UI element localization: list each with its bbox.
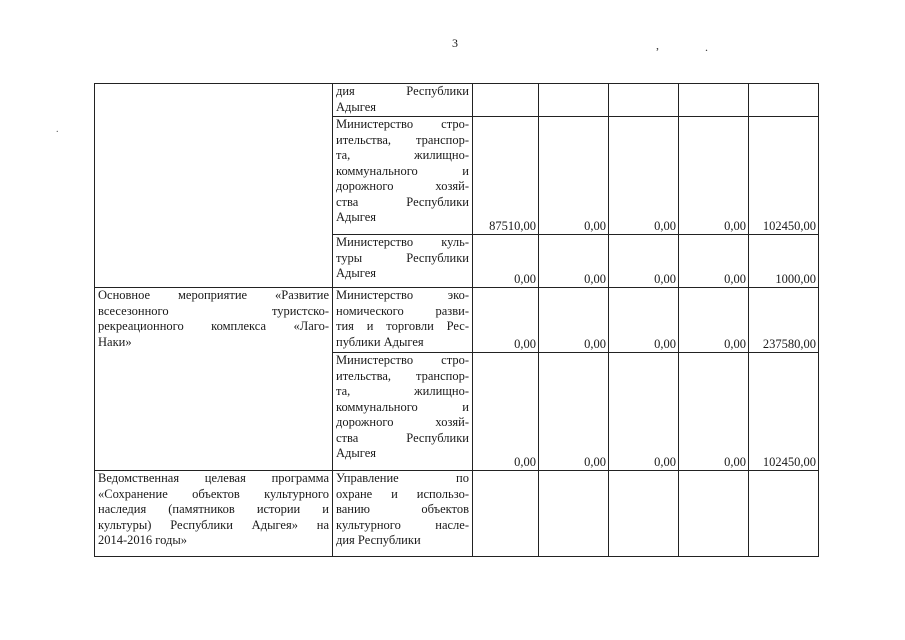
measure-text-line: Наки»	[98, 334, 132, 349]
agency-text-line: Министерство стро-	[336, 117, 469, 131]
agency-text-line: Министерство стро-	[336, 353, 469, 367]
amount-cell	[609, 84, 679, 117]
amount-cell	[749, 471, 819, 557]
measure-text-line: всесезонного туристско-	[98, 303, 329, 318]
agency-text-line: та, жилищно-	[336, 384, 469, 398]
amount-cell: 0,00	[609, 288, 679, 353]
amount-cell: 0,00	[539, 288, 609, 353]
agency-text-line: Адыгея	[336, 99, 377, 114]
measure-text-line: рекреационного комплекса «Лаго-	[98, 319, 329, 333]
agency-text-line: ительства, транспор-	[336, 368, 469, 383]
agency-text-line: дорожного хозяй-	[336, 415, 469, 429]
agency-cell	[333, 117, 473, 235]
amount-cell: 102450,00	[749, 117, 819, 235]
amount-cell: 102450,00	[749, 353, 819, 471]
agency-cell	[333, 471, 473, 557]
amount-cell: 0,00	[679, 353, 749, 471]
amount-cell: 0,00	[679, 117, 749, 235]
page-number: 3	[452, 36, 458, 50]
amount-cell: 0,00	[609, 353, 679, 471]
measure-text-line: Основное мероприятие «Развитие	[98, 288, 329, 302]
measure-cell	[95, 471, 333, 557]
agency-text-line: Министерство эко-	[336, 288, 469, 302]
agency-text-line: культурного насле-	[336, 517, 469, 532]
measure-text-line: наследия (памятников истории и	[98, 502, 329, 516]
amount-cell	[539, 471, 609, 557]
amount-cell	[749, 84, 819, 117]
agency-text-line: ванию объектов	[336, 502, 469, 516]
amount-cell: 237580,00	[749, 288, 819, 353]
table-row	[95, 288, 819, 353]
agency-text-line: дия Республики	[336, 84, 469, 98]
budget-table	[94, 83, 819, 557]
amount-cell	[539, 84, 609, 117]
scan-speck: .	[705, 40, 708, 54]
agency-text-line: Министерство куль-	[336, 235, 469, 249]
agency-cell	[333, 288, 473, 353]
agency-cell	[333, 353, 473, 471]
amount-cell: 0,00	[679, 288, 749, 353]
amount-cell: 0,00	[679, 235, 749, 288]
agency-text-line: Управление по	[336, 471, 469, 485]
amount-cell: 0,00	[539, 235, 609, 288]
agency-text-line: публики Адыгея	[336, 334, 424, 349]
agency-text-line: туры Республики	[336, 250, 469, 265]
amount-cell	[609, 471, 679, 557]
measure-cell	[95, 84, 333, 288]
agency-text-line: ительства, транспор-	[336, 132, 469, 147]
agency-text-line: ства Республики	[336, 430, 469, 445]
amount-cell: 0,00	[609, 117, 679, 235]
agency-text-line: коммунального и	[336, 399, 469, 414]
agency-text-line: Адыгея	[336, 266, 377, 280]
table-row	[95, 84, 819, 117]
measure-text-line: Ведомственная целевая программа	[98, 471, 329, 485]
agency-text-line: коммунального и	[336, 163, 469, 178]
margin-mark: .	[56, 124, 59, 135]
amount-cell: 0,00	[473, 288, 539, 353]
amount-cell: 87510,00	[473, 117, 539, 235]
amount-cell: 0,00	[473, 353, 539, 471]
amount-cell: 0,00	[539, 353, 609, 471]
amount-cell: 0,00	[539, 117, 609, 235]
agency-text-line: дорожного хозяй-	[336, 179, 469, 193]
agency-text-line: та, жилищно-	[336, 148, 469, 162]
amount-cell	[473, 84, 539, 117]
agency-text-line: тия и торговли Рес-	[336, 319, 469, 333]
amount-cell	[679, 471, 749, 557]
agency-text-line: Адыгея	[336, 446, 377, 460]
amount-cell: 1000,00	[749, 235, 819, 288]
table-row	[95, 471, 819, 557]
amount-cell: 0,00	[473, 235, 539, 288]
amount-cell	[679, 84, 749, 117]
measure-cell	[95, 288, 333, 471]
agency-cell	[333, 84, 473, 117]
measure-text-line: культуры) Республики Адыгея» на	[98, 517, 329, 532]
agency-text-line: охране и использо-	[336, 486, 469, 501]
measure-text-line: 2014-2016 годы»	[98, 533, 188, 547]
scan-speck: ,	[656, 38, 659, 52]
agency-text-line: дия Республики	[336, 533, 421, 547]
amount-cell: 0,00	[609, 235, 679, 288]
agency-text-line: ства Республики	[336, 194, 469, 209]
measure-text-line: «Сохранение объектов культурного	[98, 486, 329, 501]
amount-cell	[473, 471, 539, 557]
agency-text-line: номического разви-	[336, 303, 469, 318]
agency-cell	[333, 235, 473, 288]
agency-text-line: Адыгея	[336, 210, 377, 224]
